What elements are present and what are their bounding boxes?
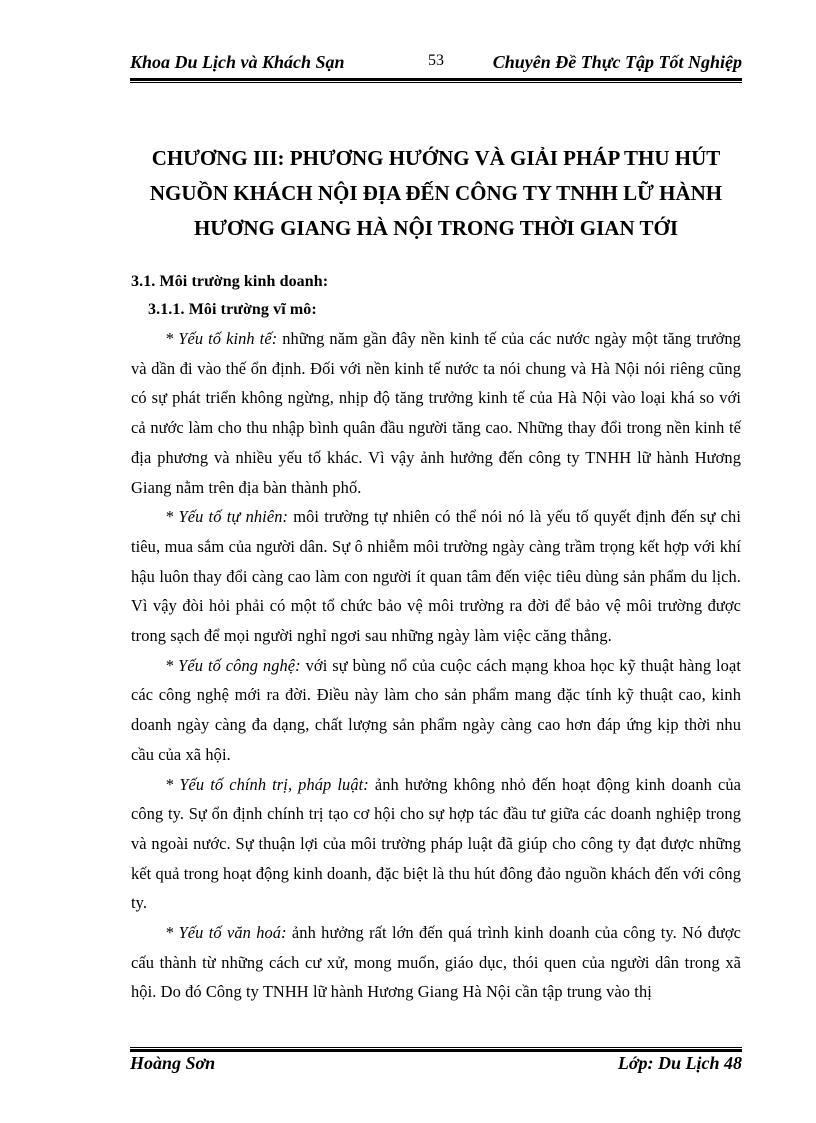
- subsection-heading: 3.1.1. Môi trường vĩ mô:: [148, 301, 317, 318]
- paragraph-lead: * Yếu tố chính trị, pháp luật:: [165, 774, 369, 794]
- paragraph-lead: * Yếu tố kinh tế:: [165, 329, 278, 348]
- page-footer: [130, 1053, 742, 1079]
- paragraph-economic: [131, 324, 741, 502]
- header-rule: [130, 78, 742, 83]
- paragraph-natural: [131, 502, 741, 651]
- paragraph-text: ảnh hưởng không nhỏ đến hoạt động kinh doanh của công ty. Sự ổn định chính trị tạo cơ hội cho sự hợp tác đầu tư giữa các doanh nghiệp trong và ngoài nước. Sự thuận lợi của môi trường pháp luật đã giúp cho công ty đạt được những kết quả trong hoạt động kinh doanh, đặc biệt là thu hút đông đảo nguồn khách đến với công ty.: [131, 774, 741, 913]
- page-header: [130, 52, 742, 78]
- header-faculty: Khoa Du Lịch và Khách Sạn: [130, 52, 345, 72]
- body-content: [131, 268, 741, 1007]
- paragraph-politics-law: [131, 770, 741, 919]
- paragraph-text: môi trường tự nhiên có thể nói nó là yếu tố quyết định đến sự chi tiêu, mua sắm của người dân. Sự ô nhiễm môi trường ngày càng trầm trọng kết hợp với khí hậu luôn thay đổi càng cao làm con người ít quan tâm đến việc tiêu dùng sản phẩm du lịch. Vì vậy đòi hỏi phải có một tổ chức bảo vệ môi trường ra đời để bảo vệ môi trường được trong sạch để mọi người nghỉ ngơi sau những ngày làm việc căng thẳng.: [131, 507, 741, 646]
- paragraph-technology: [131, 651, 741, 770]
- chapter-title: [130, 141, 742, 246]
- paragraph-text: ảnh hưởng rất lớn đến quá trình kinh doanh của công ty. Nó được cấu thành từ những cách cư xử, mong muốn, giáo dục, thói quen của người dân trong xã hội. Do đó Công ty TNHH lữ hành Hương Giang Hà Nội cần tập trung vào thị: [131, 923, 741, 1002]
- footer-author: Hoàng Sơn: [130, 1053, 216, 1073]
- footer-rule: [130, 1047, 742, 1052]
- footer-class: Lớp: Du Lịch 48: [617, 1053, 742, 1073]
- paragraph-text: với sự bùng nổ của cuộc cách mạng khoa học kỹ thuật hàng loạt các công nghệ mới ra đời. Điều này làm cho sản phẩm mang đặc tính kỹ thuật cao, kinh doanh ngày càng đa dạng, chất lượng sản phẩm ngày càng cao hơn đáp ứng kịp thời nhu cầu của xã hội.: [131, 655, 741, 764]
- section-heading: 3.1. Môi trường kinh doanh:: [131, 273, 329, 290]
- paragraph-text: những năm gần đây nền kinh tế của các nước ngày một tăng trưởng và dần đi vào thế ổn định. Đối với nền kinh tế nước ta nói chung và Hà Nội nói riêng cũng có sự phát triển không ngừng, nhịp độ tăng trưởng kinh tế của Hà Nội vào loại khá so với cả nước làm cho thu nhập bình quân đầu người tăng cao. Những thay đổi trong nền kinh tế địa phương và nhiều yếu tố khác. Vì vậy ảnh hưởng đến công ty TNHH lữ hành Hương Giang nằm trên địa bàn thành phố.: [131, 329, 741, 497]
- page-number: 53: [428, 52, 444, 69]
- paragraph-lead: * Yếu tố công nghệ:: [165, 655, 301, 675]
- paragraph-culture: [131, 918, 741, 1007]
- paragraph-lead: * Yếu tố văn hoá:: [165, 923, 287, 943]
- chapter-title-line-1: CHƯƠNG III: PHƯƠNG HƯỚNG VÀ GIẢI PHÁP THU HÚT: [151, 146, 721, 170]
- chapter-title-line-2: NGUỒN KHÁCH NỘI ĐỊA ĐẾN CÔNG TY TNHH LỮ HÀNH: [149, 181, 723, 205]
- paragraph-lead: * Yếu tố tự nhiên:: [165, 507, 289, 527]
- chapter-title-line-3: HƯƠNG GIANG HÀ NỘI TRONG THỜI GIAN TỚI: [193, 216, 679, 240]
- header-report-title: Chuyên Đề Thực Tập Tốt Nghiệp: [492, 52, 742, 72]
